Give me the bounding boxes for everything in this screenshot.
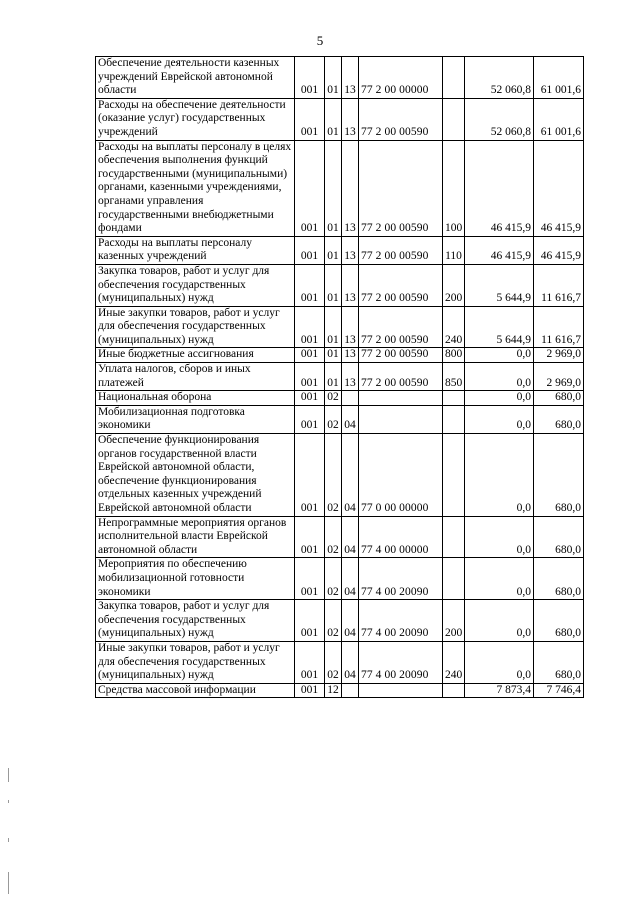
page-number: 5 xyxy=(316,33,324,48)
row-sum-year2: 680,0 xyxy=(534,434,584,517)
row-expense-type xyxy=(443,405,465,433)
row-ministry-code: 001 xyxy=(295,98,325,140)
table-row xyxy=(96,348,584,363)
row-name: Расходы на выплаты персоналу в целях обеспечения выполнения функций государственными (муниципальными) органами, казенными учреждениями, органами управления государственными внебюджетными фондами xyxy=(96,140,295,236)
scan-mark xyxy=(8,838,9,842)
row-sum-year1: 0,0 xyxy=(465,516,534,558)
row-sum-year2: 61 001,6 xyxy=(534,98,584,140)
row-name: Расходы на выплаты персоналу казенных учреждений xyxy=(96,236,295,264)
table-row xyxy=(96,558,584,600)
row-ministry-code: 001 xyxy=(295,348,325,363)
row-ministry-code: 001 xyxy=(295,558,325,600)
row-section-code: 01 xyxy=(325,98,342,140)
row-sum-year1: 0,0 xyxy=(465,641,534,683)
row-section-code: 02 xyxy=(325,434,342,517)
row-expense-type xyxy=(443,57,465,99)
row-name: Закупка товаров, работ и услуг для обеспечения государственных (муниципальных) нужд xyxy=(96,600,295,642)
row-ministry-code: 001 xyxy=(295,264,325,306)
row-target-article xyxy=(359,391,443,406)
budget-table xyxy=(95,56,584,698)
row-target-article: 77 2 00 00590 xyxy=(359,236,443,264)
table-row xyxy=(96,641,584,683)
table-row xyxy=(96,600,584,642)
row-name: Средства массовой информации xyxy=(96,683,295,698)
row-section-code: 01 xyxy=(325,57,342,99)
row-sum-year1: 0,0 xyxy=(465,434,534,517)
row-sum-year2: 680,0 xyxy=(534,558,584,600)
row-expense-type xyxy=(443,683,465,698)
table-row xyxy=(96,306,584,348)
row-sum-year2: 61 001,6 xyxy=(534,57,584,99)
row-section-code: 01 xyxy=(325,348,342,363)
scan-mark xyxy=(8,800,9,803)
row-expense-type: 200 xyxy=(443,600,465,642)
row-ministry-code: 001 xyxy=(295,140,325,236)
row-sum-year1: 0,0 xyxy=(465,391,534,406)
row-sum-year2: 2 969,0 xyxy=(534,363,584,391)
row-ministry-code: 001 xyxy=(295,683,325,698)
row-subsection-code: 04 xyxy=(342,641,359,683)
table-row xyxy=(96,363,584,391)
row-sum-year2: 680,0 xyxy=(534,405,584,433)
row-sum-year2: 46 415,9 xyxy=(534,236,584,264)
row-subsection-code: 04 xyxy=(342,516,359,558)
row-sum-year1: 52 060,8 xyxy=(465,57,534,99)
row-target-article: 77 4 00 20090 xyxy=(359,558,443,600)
row-sum-year1: 0,0 xyxy=(465,558,534,600)
row-target-article: 77 4 00 20090 xyxy=(359,600,443,642)
row-sum-year1: 0,0 xyxy=(465,348,534,363)
row-subsection-code: 13 xyxy=(342,306,359,348)
row-subsection-code: 13 xyxy=(342,264,359,306)
table-row xyxy=(96,683,584,698)
row-expense-type: 100 xyxy=(443,140,465,236)
row-sum-year2: 680,0 xyxy=(534,600,584,642)
row-name: Обеспечение деятельности казенных учреждений Еврейской автономной области xyxy=(96,57,295,99)
row-target-article: 77 4 00 20090 xyxy=(359,641,443,683)
row-sum-year1: 5 644,9 xyxy=(465,264,534,306)
row-subsection-code: 13 xyxy=(342,236,359,264)
row-name: Уплата налогов, сборов и иных платежей xyxy=(96,363,295,391)
row-subsection-code: 04 xyxy=(342,600,359,642)
table-body xyxy=(96,57,584,698)
row-sum-year2: 680,0 xyxy=(534,391,584,406)
row-subsection-code: 13 xyxy=(342,57,359,99)
row-target-article: 77 0 00 00000 xyxy=(359,434,443,517)
row-expense-type: 800 xyxy=(443,348,465,363)
scan-mark xyxy=(8,872,9,894)
row-ministry-code: 001 xyxy=(295,306,325,348)
row-target-article: 77 2 00 00590 xyxy=(359,348,443,363)
table-row xyxy=(96,140,584,236)
row-target-article: 77 2 00 00590 xyxy=(359,98,443,140)
row-sum-year1: 5 644,9 xyxy=(465,306,534,348)
row-target-article: 77 4 00 00000 xyxy=(359,516,443,558)
row-subsection-code: 13 xyxy=(342,98,359,140)
row-subsection-code: 13 xyxy=(342,348,359,363)
table-row xyxy=(96,236,584,264)
row-target-article: 77 2 00 00590 xyxy=(359,363,443,391)
row-ministry-code: 001 xyxy=(295,391,325,406)
row-ministry-code: 001 xyxy=(295,236,325,264)
row-sum-year1: 0,0 xyxy=(465,405,534,433)
row-name: Мобилизационная подготовка экономики xyxy=(96,405,295,433)
row-sum-year1: 0,0 xyxy=(465,600,534,642)
row-sum-year1: 52 060,8 xyxy=(465,98,534,140)
row-sum-year2: 7 746,4 xyxy=(534,683,584,698)
row-subsection-code xyxy=(342,391,359,406)
table-row xyxy=(96,516,584,558)
row-name: Иные закупки товаров, работ и услуг для обеспечения государственных (муниципальных) нужд xyxy=(96,641,295,683)
row-target-article: 77 2 00 00000 xyxy=(359,57,443,99)
row-target-article: 77 2 00 00590 xyxy=(359,264,443,306)
row-section-code: 02 xyxy=(325,405,342,433)
row-ministry-code: 001 xyxy=(295,641,325,683)
row-ministry-code: 001 xyxy=(295,600,325,642)
table-row xyxy=(96,391,584,406)
row-expense-type xyxy=(443,98,465,140)
table-row xyxy=(96,434,584,517)
row-ministry-code: 001 xyxy=(295,516,325,558)
row-expense-type: 110 xyxy=(443,236,465,264)
row-section-code: 01 xyxy=(325,236,342,264)
row-expense-type: 200 xyxy=(443,264,465,306)
row-target-article xyxy=(359,683,443,698)
row-sum-year1: 7 873,4 xyxy=(465,683,534,698)
row-expense-type xyxy=(443,434,465,517)
row-ministry-code: 001 xyxy=(295,434,325,517)
row-name: Иные бюджетные ассигнования xyxy=(96,348,295,363)
row-name: Обеспечение функционирования органов государственной власти Еврейской автономной области, обеспечение функционирования отдельных казенных учреждений Еврейской автономной области xyxy=(96,434,295,517)
row-section-code: 02 xyxy=(325,600,342,642)
row-name: Расходы на обеспечение деятельности (оказание услуг) государственных учреждений xyxy=(96,98,295,140)
row-target-article: 77 2 00 00590 xyxy=(359,306,443,348)
row-ministry-code: 001 xyxy=(295,363,325,391)
row-subsection-code: 13 xyxy=(342,140,359,236)
row-section-code: 01 xyxy=(325,264,342,306)
row-subsection-code: 04 xyxy=(342,434,359,517)
row-name: Непрограммные мероприятия органов исполнительной власти Еврейской автономной области xyxy=(96,516,295,558)
row-expense-type: 850 xyxy=(443,363,465,391)
row-sum-year1: 0,0 xyxy=(465,363,534,391)
row-subsection-code: 04 xyxy=(342,558,359,600)
row-section-code: 02 xyxy=(325,641,342,683)
row-name: Национальная оборона xyxy=(96,391,295,406)
scan-mark xyxy=(8,768,9,782)
row-sum-year1: 46 415,9 xyxy=(465,236,534,264)
table-row xyxy=(96,57,584,99)
row-expense-type xyxy=(443,391,465,406)
row-section-code: 02 xyxy=(325,516,342,558)
row-name: Иные закупки товаров, работ и услуг для обеспечения государственных (муниципальных) нужд xyxy=(96,306,295,348)
row-section-code: 01 xyxy=(325,140,342,236)
row-sum-year2: 680,0 xyxy=(534,516,584,558)
row-section-code: 02 xyxy=(325,558,342,600)
row-expense-type: 240 xyxy=(443,306,465,348)
row-sum-year2: 11 616,7 xyxy=(534,306,584,348)
row-ministry-code: 001 xyxy=(295,405,325,433)
row-ministry-code: 001 xyxy=(295,57,325,99)
row-section-code: 12 xyxy=(325,683,342,698)
row-section-code: 01 xyxy=(325,363,342,391)
row-sum-year2: 680,0 xyxy=(534,641,584,683)
table-row xyxy=(96,405,584,433)
row-sum-year2: 11 616,7 xyxy=(534,264,584,306)
row-target-article xyxy=(359,405,443,433)
row-subsection-code: 13 xyxy=(342,363,359,391)
row-target-article: 77 2 00 00590 xyxy=(359,140,443,236)
row-expense-type xyxy=(443,558,465,600)
row-expense-type: 240 xyxy=(443,641,465,683)
row-sum-year2: 2 969,0 xyxy=(534,348,584,363)
row-section-code: 01 xyxy=(325,306,342,348)
row-sum-year2: 46 415,9 xyxy=(534,140,584,236)
row-section-code: 02 xyxy=(325,391,342,406)
row-subsection-code: 04 xyxy=(342,405,359,433)
row-subsection-code xyxy=(342,683,359,698)
table-row xyxy=(96,98,584,140)
row-sum-year1: 46 415,9 xyxy=(465,140,534,236)
row-name: Мероприятия по обеспечению мобилизационной готовности экономики xyxy=(96,558,295,600)
row-expense-type xyxy=(443,516,465,558)
table-row xyxy=(96,264,584,306)
row-name: Закупка товаров, работ и услуг для обеспечения государственных (муниципальных) нужд xyxy=(96,264,295,306)
